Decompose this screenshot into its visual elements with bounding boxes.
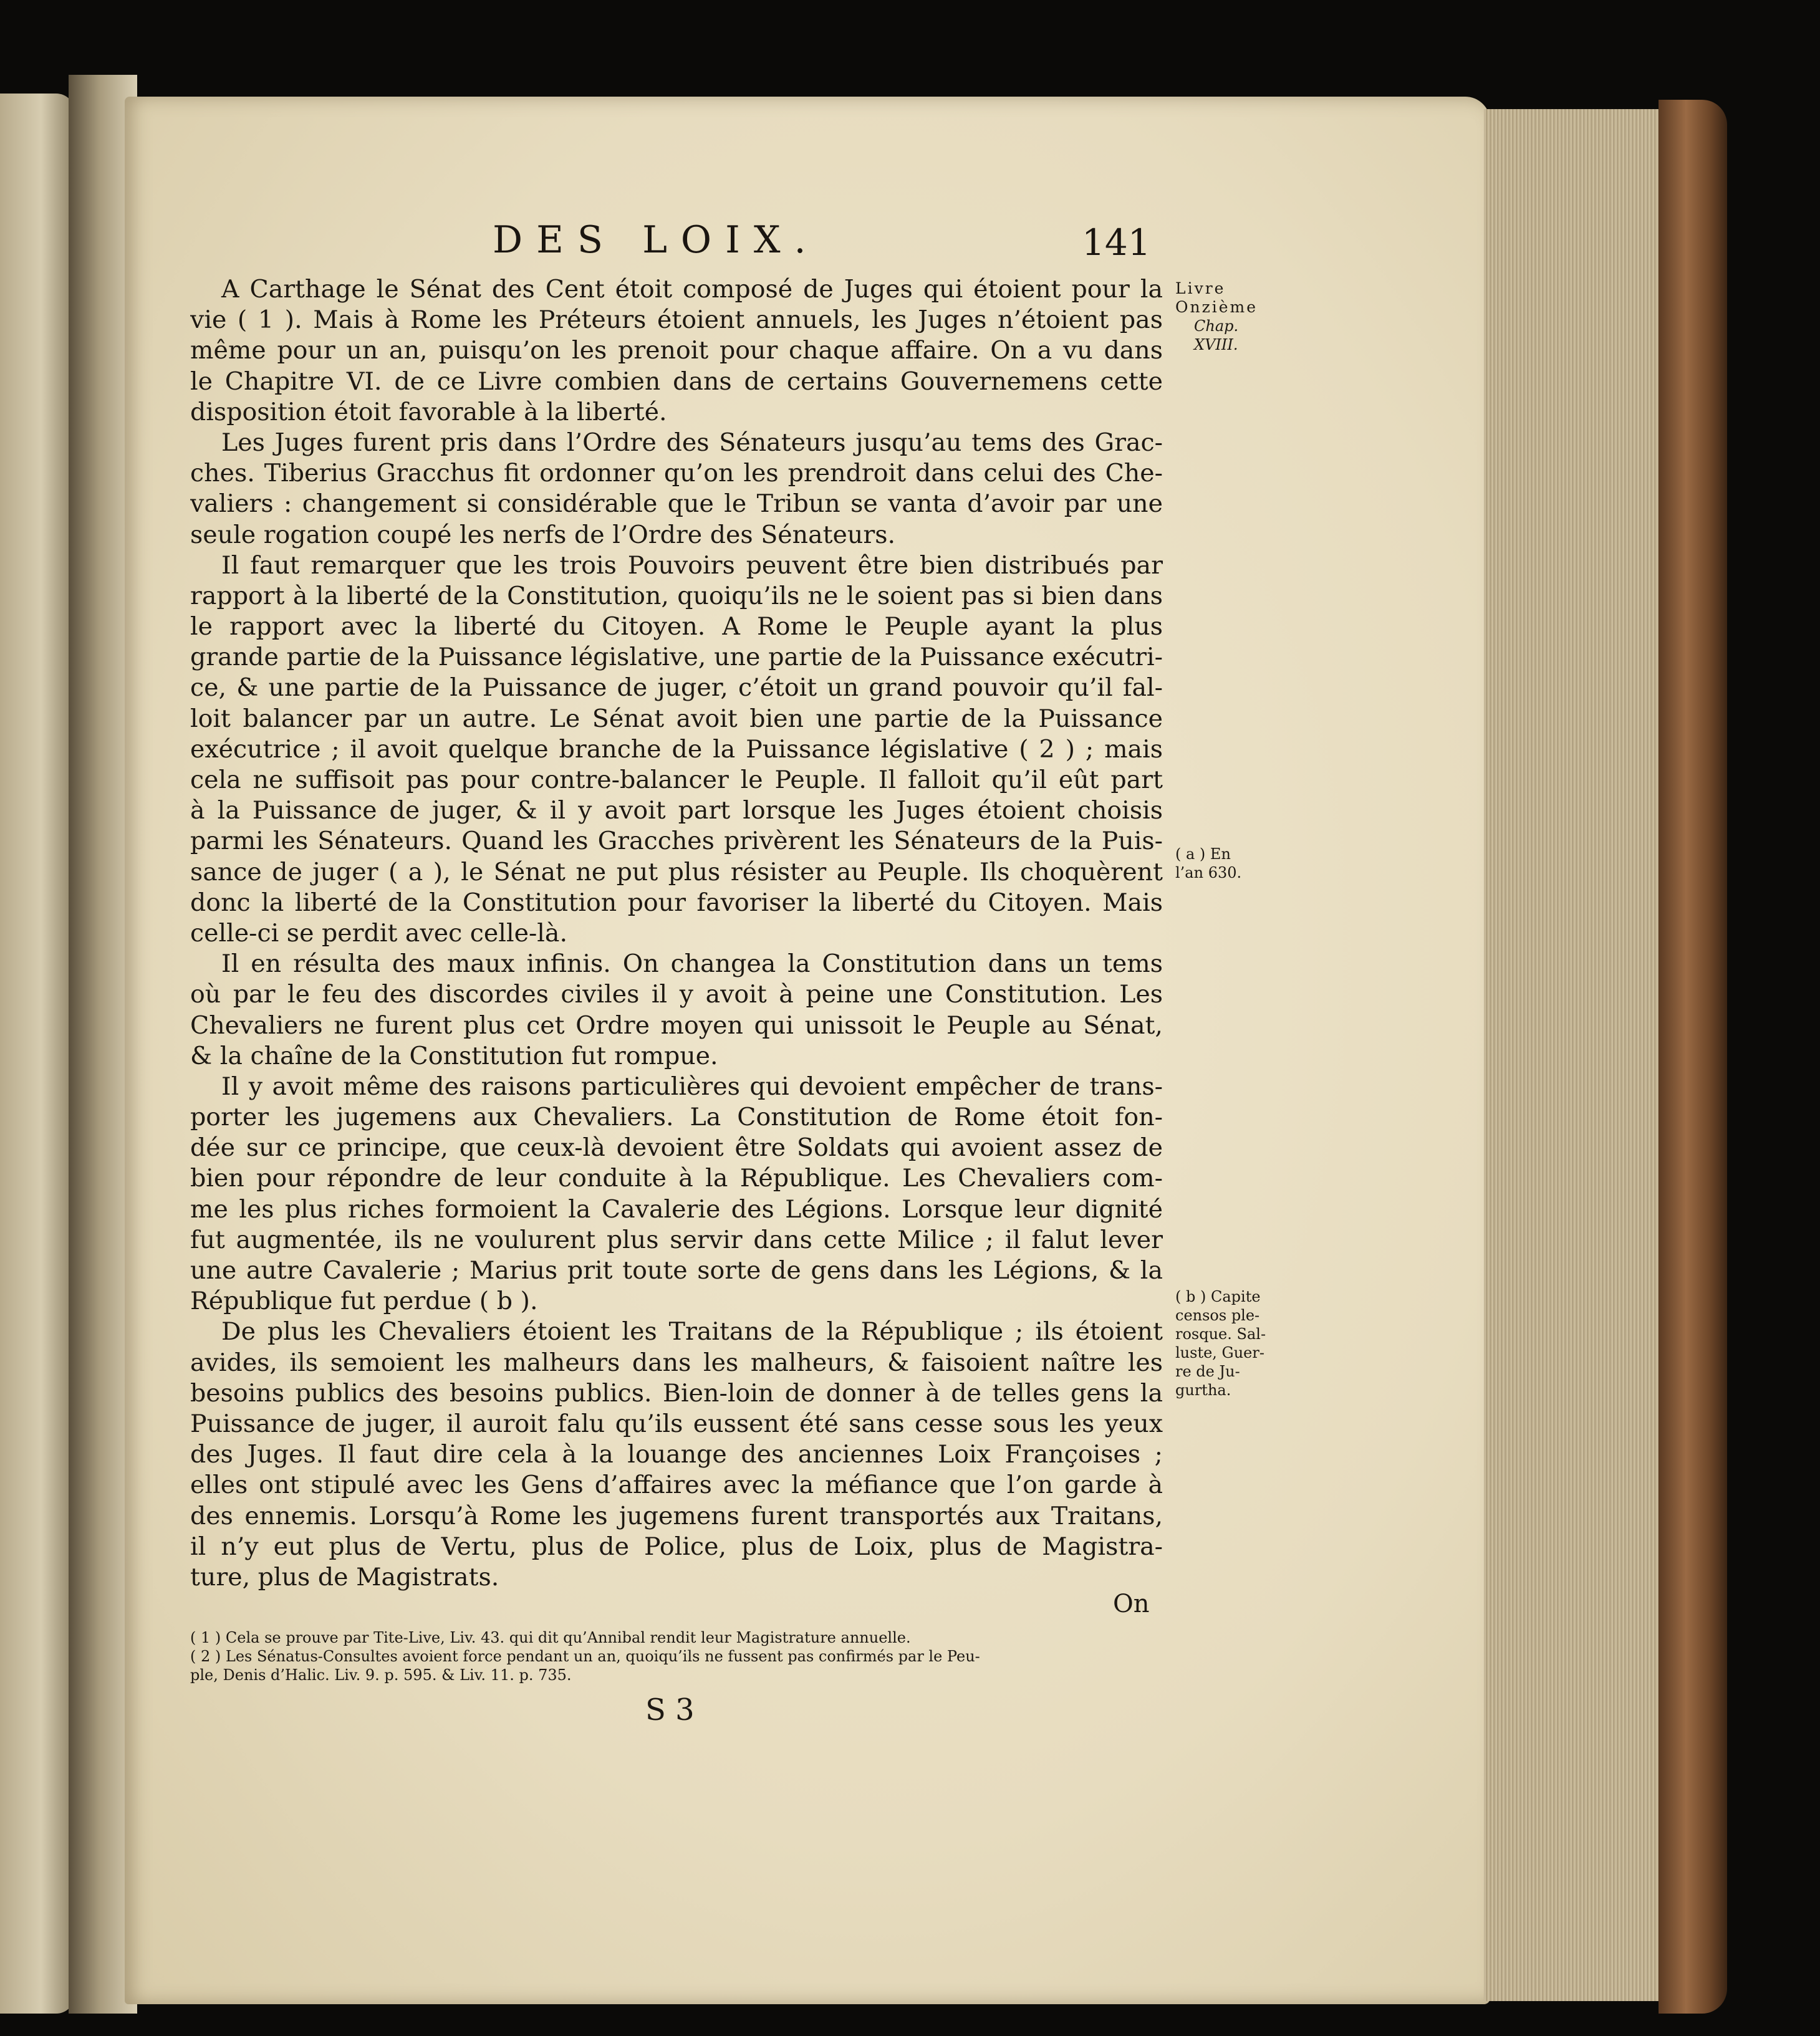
- text-line: grande partie de la Puissance législative, une partie de la Puissance exécutri-: [190, 643, 1163, 672]
- running-head: DES LOIX.: [493, 218, 820, 262]
- text-line: & la chaîne de la Constitution fut rompue.: [190, 1041, 718, 1070]
- text-line: il n’y eut plus de Vertu, plus de Police, plus de Loix, plus de Magistra-: [190, 1532, 1163, 1561]
- text-line: besoins publics des besoins publics. Bien-loin de donner à de telles gens la: [190, 1378, 1163, 1408]
- sidenote-line: Livre: [1175, 279, 1226, 297]
- page-block-edges: [1484, 109, 1683, 2001]
- text-line: République fut perdue ( b ).: [190, 1287, 538, 1316]
- text-line: ches. Tiberius Gracchus fit ordonner qu’on les prendroit dans celui des Che-: [190, 459, 1163, 488]
- text-line: le Chapitre VI. de ce Livre combien dans de certains Gouvernemens cette: [190, 367, 1163, 396]
- page-number: 141: [1082, 221, 1151, 264]
- sidenote-line: ( b ) Capite: [1175, 1288, 1261, 1305]
- footnotes: [190, 1628, 1188, 1684]
- text-line: me les plus riches formoient la Cavalerie des Légions. Lorsque leur dignité: [190, 1194, 1163, 1224]
- text-line: le rapport avec la liberté du Citoyen. A Rome le Peuple ayant la plus: [190, 612, 1163, 641]
- text-line: celle-ci se perdit avec celle-là.: [190, 918, 568, 948]
- sidenote-line: gurtha.: [1175, 1381, 1231, 1399]
- footnote-line: ple, Denis d’Halic. Liv. 9. p. 595. & Liv. 11. p. 735.: [190, 1666, 572, 1684]
- text-line: De plus les Chevaliers étoient les Traitans de la République ; ils étoient: [221, 1317, 1163, 1347]
- text-line: cela ne suffisoit pas pour contre-balancer le Peuple. Il falloit qu’il eût part: [190, 766, 1163, 794]
- text-line: Les Juges furent pris dans l’Ordre des Sénateurs jusqu’au tems des Grac-: [221, 428, 1163, 457]
- text-line: dée sur ce principe, que ceux-là devoient être Soldats qui avoient assez de: [190, 1133, 1163, 1163]
- sidenote-line: rosque. Sal-: [1175, 1325, 1266, 1343]
- text-line: à la Puissance de juger, & il y avoit part lorsque les Juges étoient choisis: [190, 796, 1163, 825]
- sidenote-b: [1175, 1287, 1275, 1400]
- sidenote-line: Onzième: [1175, 298, 1258, 316]
- text-line: sance de juger ( a ), le Sénat ne put plus résister au Peuple. Ils choquèrent: [190, 857, 1163, 886]
- sidenote-line: XVIII.: [1194, 336, 1238, 353]
- text-line: exécutrice ; il avoit quelque branche de la Puissance législative ( 2 ) ; mais: [190, 734, 1163, 764]
- text-line: Il y avoit même des raisons particulières qui devoient empêcher de trans-: [221, 1072, 1163, 1101]
- text-line: A Carthage le Sénat des Cent étoit composé de Juges qui étoient pour la: [221, 275, 1163, 304]
- sidenote-line: re de Ju-: [1175, 1363, 1240, 1380]
- text-line: des ennemis. Lorsqu’à Rome les jugemens furent transportés aux Traitans,: [190, 1501, 1163, 1530]
- text-line: même pour un an, puisqu’on les prenoit pour chaque affaire. On a vu dans: [190, 336, 1163, 365]
- text-line: bien pour répondre de leur conduite à la République. Les Chevaliers com-: [190, 1164, 1163, 1193]
- text-line: Chevaliers ne furent plus cet Ordre moyen qui unissoit le Peuple au Sénat,: [190, 1011, 1163, 1040]
- text-line: elles ont stipulé avec les Gens d’affaires avec la méfiance que l’on garde à: [190, 1471, 1163, 1500]
- catchword: On: [1113, 1590, 1150, 1618]
- sidenote-line: censos ple-: [1175, 1307, 1260, 1324]
- text-line: Puissance de juger, il auroit falu qu’ils eussent été sans cesse sous les yeux: [190, 1409, 1163, 1438]
- text-line: valiers : changement si considérable que le Tribun se vanta d’avoir par une: [190, 489, 1163, 519]
- signature-mark: S 3: [645, 1693, 695, 1727]
- text-line: Il faut remarquer que les trois Pouvoirs peuvent être bien distribués par: [221, 550, 1163, 580]
- sidenote-line: l’an 630.: [1175, 864, 1242, 881]
- sidenote-book-chapter: [1175, 279, 1275, 354]
- text-line: donc la liberté de la Constitution pour favoriser la liberté du Citoyen. Mais: [190, 888, 1163, 917]
- text-line: ture, plus de Magistrats.: [190, 1562, 499, 1592]
- text-line: fut augmentée, ils ne voulurent plus servir dans cette Milice ; il falut lever: [190, 1225, 1163, 1254]
- text-line: où par le feu des discordes civiles il y avoit à peine une Constitution. Les: [190, 980, 1163, 1009]
- sidenote-line: luste, Guer-: [1175, 1344, 1264, 1361]
- text-line: loit balancer par un autre. Le Sénat avoit bien une partie de la Puissance: [190, 704, 1163, 733]
- text-line: Il en résulta des maux infinis. On changea la Constitution dans un tems: [221, 949, 1163, 979]
- facing-page-edge: [0, 94, 75, 2014]
- footnote-line: ( 2 ) Les Sénatus-Consultes avoient force pendant un an, quoiqu’ils ne fussent pas confirmés par le Peu-: [190, 1648, 980, 1665]
- text-line: porter les jugemens aux Chevaliers. La Constitution de Rome étoit fon-: [190, 1103, 1163, 1132]
- footnote-line: ( 1 ) Cela se prouve par Tite-Live, Liv. 43. qui dit qu’Annibal rendit leur Magistrature annuelle.: [190, 1629, 911, 1646]
- leather-cover: [1659, 100, 1727, 2014]
- sidenote-line: ( a ) En: [1175, 845, 1231, 863]
- text-line: des Juges. Il faut dire cela à la louange des anciennes Loix Françoises ;: [190, 1440, 1163, 1469]
- sidenote-a: [1175, 845, 1275, 882]
- text-line: parmi les Sénateurs. Quand les Gracches privèrent les Sénateurs de la Puis-: [190, 827, 1163, 856]
- text-line: seule rogation coupé les nerfs de l’Ordre des Sénateurs.: [190, 520, 896, 549]
- text-line: vie ( 1 ). Mais à Rome les Préteurs étoient annuels, les Juges n’étoient pas: [190, 305, 1163, 335]
- body-text: [190, 274, 1163, 1593]
- text-line: disposition étoit favorable à la liberté.: [190, 397, 667, 426]
- text-line: rapport à la liberté de la Constitution, quoiqu’ils ne le soient pas si bien dans: [190, 581, 1163, 610]
- text-line: avides, ils semoient les malheurs dans les malheurs, & faisoient naître les: [190, 1348, 1163, 1377]
- sidenote-line: Chap.: [1194, 317, 1239, 335]
- text-line: ce, & une partie de la Puissance de juger, c’étoit un grand pouvoir qu’il fal-: [190, 673, 1163, 703]
- text-line: une autre Cavalerie ; Marius prit toute sorte de gens dans les Légions, & la: [190, 1256, 1163, 1285]
